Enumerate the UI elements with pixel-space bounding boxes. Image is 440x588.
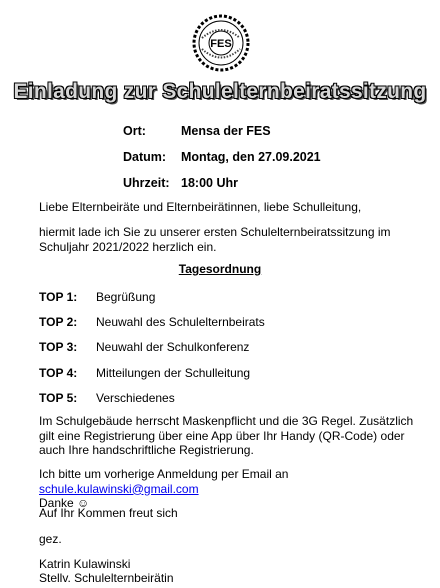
info-label: Ort: — [123, 124, 146, 138]
agenda-text: Neuwahl des Schulelternbeirats — [96, 315, 265, 329]
registration-text — [39, 467, 429, 511]
school-logo — [192, 14, 250, 72]
info-value: Mensa der FES — [181, 124, 271, 138]
info-value: 18:00 Uhr — [181, 176, 238, 190]
logo-text: FES — [210, 38, 232, 50]
notice-text: Im Schulgebäude herrscht Maskenpflicht und die 3G Regel. Zusätzlich gilt eine Registrierung über eine App über Ihr Handy (QR-Code) oder auch Ihre handschriftliche Registrierung. — [39, 414, 414, 457]
email-link[interactable]: schule.kulawinski@gmail.com — [39, 481, 199, 496]
agenda-number: TOP 1: — [39, 290, 78, 304]
agenda-number: TOP 5: — [39, 391, 78, 405]
page-title: Einladung zur Schulelternbeiratssitzung — [13, 80, 427, 103]
registration-prefix: Ich bitte um vorherige Anmeldung per Email an — [39, 467, 289, 481]
agenda-text: Verschiedenes — [96, 391, 175, 405]
greeting-text: Liebe Elternbeiräte und Elternbeirätinnen, liebe Schulleitung, — [39, 200, 362, 214]
intro-text: hiermit lade ich Sie zu unserer ersten Schulelternbeiratssitzung im Schuljahr 2021/2022 herzlich ein. — [39, 225, 391, 254]
signature-name: Katrin Kulawinski — [39, 557, 131, 571]
agenda-title: Tagesordnung — [178, 262, 262, 276]
agenda-number: TOP 2: — [39, 315, 78, 329]
closing-text: Auf Ihr Kommen freut sich — [39, 506, 178, 520]
signed-text: gez. — [39, 532, 62, 546]
info-label: Datum: — [123, 150, 167, 164]
agenda-number: TOP 4: — [39, 366, 78, 380]
agenda-number: TOP 3: — [39, 340, 78, 354]
agenda-text: Neuwahl der Schulkonferenz — [96, 340, 250, 354]
thanks-text: Danke ☺ — [39, 496, 90, 510]
signature-role: Stellv. Schulelternbeirätin — [39, 571, 174, 585]
agenda-text: Begrüßung — [96, 290, 156, 304]
agenda-text: Mitteilungen der Schulleitung — [96, 366, 251, 380]
info-label: Uhrzeit: — [123, 176, 170, 190]
info-value: Montag, den 27.09.2021 — [181, 150, 321, 164]
